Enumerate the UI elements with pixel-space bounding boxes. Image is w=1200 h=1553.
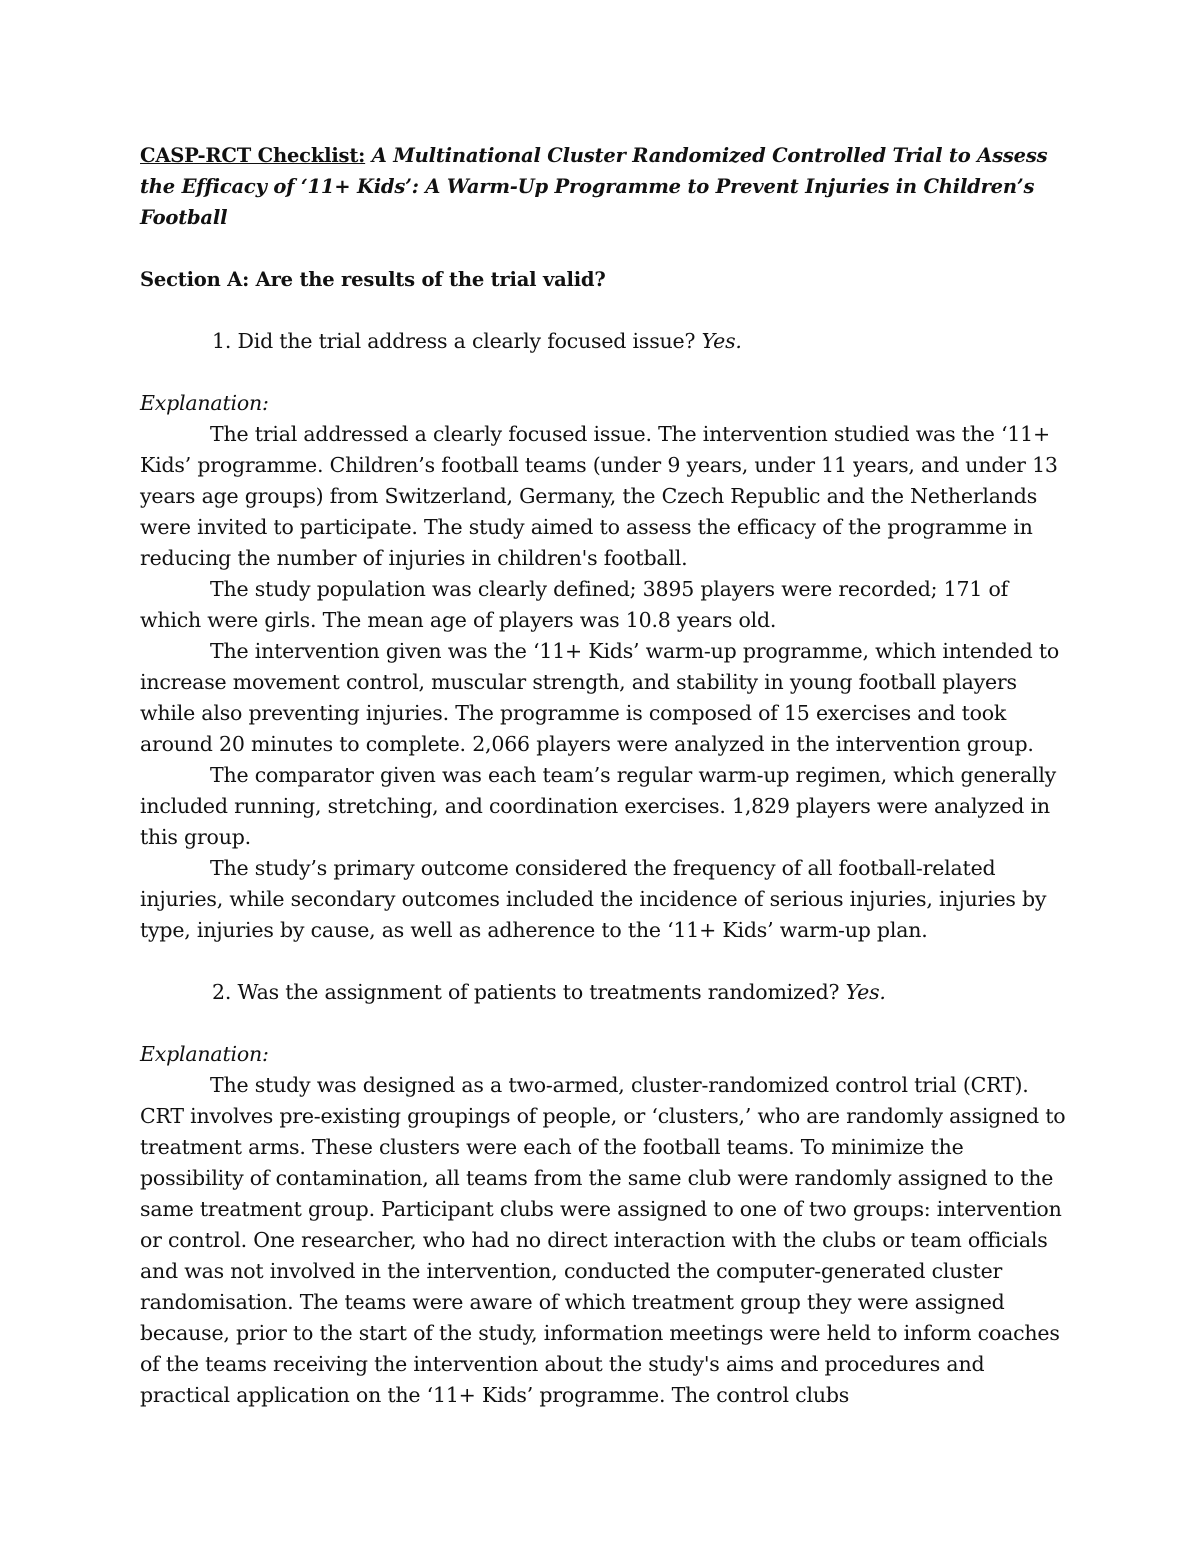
document-page xyxy=(140,140,1070,1411)
question-1-answer: Yes. xyxy=(701,329,742,353)
question-1-paragraph: The study’s primary outcome considered the frequency of all football-related injuries, while secondary outcomes included the incidence of serious injuries, injuries by type, injuries by cause, as well as adherence to the ‘11+ Kids’ warm-up plan. xyxy=(140,856,1047,942)
document-title xyxy=(140,140,1070,233)
question-2-paragraph: The study was designed as a two-armed, cluster-randomized control trial (CRT). CRT involves pre-existing groupings of people, or ‘clusters,’ who are randomly assigned to treatment arms. These clusters were each of the football teams. To minimize the possibility of contamination, all teams from the same club were randomly assigned to the same treatment group. Participant clubs were assigned to one of two groups: intervention or control. One researcher, who had no direct interaction with the clubs or team officials and was not involved in the intervention, conducted the computer-generated cluster randomisation. The teams were aware of which treatment group they were assigned because, prior to the start of the study, information meetings were held to inform coaches of the teams receiving the intervention about the study's aims and procedures and practical application on the ‘11+ Kids’ programme. The control clubs xyxy=(140,1073,1066,1407)
question-1-paragraph: The comparator given was each team’s regular warm-up regimen, which generally included running, stretching, and coordination exercises. 1,829 players were analyzed in this group. xyxy=(140,763,1057,849)
question-1-paragraph: The intervention given was the ‘11+ Kids’ warm-up programme, which intended to increase movement control, muscular strength, and stability in young football players while also preventing injuries. The programme is composed of 15 exercises and took around 20 minutes to complete. 2,066 players were analyzed in the intervention group. xyxy=(140,639,1060,756)
question-2-explanation-label: Explanation: xyxy=(140,1042,269,1066)
title-study-name: A Multinational Cluster Randomized Controlled Trial to Assess the Efficacy of ‘11+ Kids’: A Warm-Up Programme to Prevent Injuries in Children’s Football xyxy=(140,144,1048,229)
question-1 xyxy=(140,326,1070,357)
question-2-answer: Yes. xyxy=(845,980,886,1004)
question-2-text: 2. Was the assignment of patients to treatments randomized? xyxy=(212,980,840,1004)
question-1-text: 1. Did the trial address a clearly focused issue? xyxy=(212,329,696,353)
question-1-paragraph: The trial addressed a clearly focused issue. The intervention studied was the ‘11+ Kids’ programme. Children’s football teams (under 9 years, under 11 years, and under 13 years age groups) from Switzerland, Germany, the Czech Republic and the Netherlands were invited to participate. The study aimed to assess the efficacy of the programme in reducing the number of injuries in children's football. xyxy=(140,422,1058,570)
question-1-explanation-label: Explanation: xyxy=(140,391,269,415)
section-heading: Section A: Are the results of the trial valid? xyxy=(140,268,606,291)
question-1-paragraph: The study population was clearly defined; 3895 players were recorded; 171 of which were girls. The mean age of players was 10.8 years old. xyxy=(140,577,1009,632)
question-2 xyxy=(140,977,1070,1008)
title-label: CASP-RCT Checklist: xyxy=(140,144,366,167)
